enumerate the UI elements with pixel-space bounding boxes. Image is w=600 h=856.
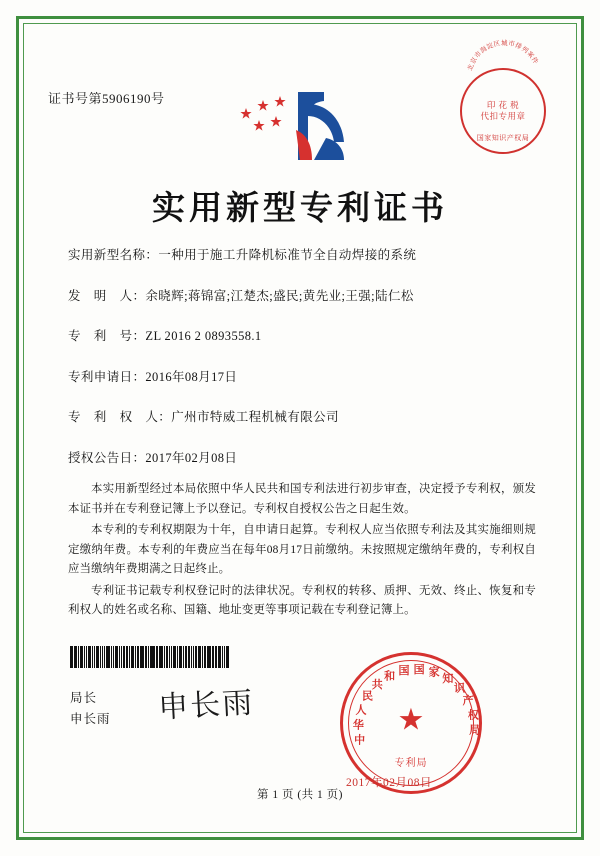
field-row	[68, 326, 540, 344]
page-title: 实用新型专利证书	[152, 188, 448, 227]
signature-name: 申长雨	[70, 712, 111, 726]
field-label: 专利申请日：	[68, 369, 146, 384]
tax-stamp	[460, 40, 546, 154]
field-row	[68, 286, 540, 304]
signature-block	[70, 688, 111, 730]
seal-date: 2017年02月08日	[346, 777, 432, 789]
barcode	[70, 646, 230, 668]
field-label: 实用新型名称：	[68, 248, 159, 262]
field-row	[68, 245, 540, 263]
field-value: 广州市特威工程机械有限公司	[171, 410, 339, 424]
tax-stamp-line2: 代扣专用章	[480, 111, 526, 121]
seal-bottom-text: 专利局	[394, 758, 428, 769]
paragraph: 本实用新型经过本局依照中华人民共和国专利法进行初步审查，决定授予专利权，颁发本证书并在专利登记簿上予以登记。专利权自授权公告之日起生效。	[68, 483, 536, 515]
field-label: 授权公告日：	[68, 450, 146, 465]
certificate-content	[40, 40, 560, 816]
field-label: 专 利 号：	[68, 329, 146, 343]
paragraph: 专利证书记载专利权登记时的法律状况。专利权的转移、质押、无效、终止、恢复和专利权人的姓名或名称、国籍、地址变更等事项记载在专利登记簿上。	[68, 584, 536, 616]
field-value: 2016年08月17日	[145, 369, 238, 384]
field-label: 发 明 人：	[68, 288, 146, 303]
tax-stamp-middle	[462, 100, 544, 122]
patent-office-logo-icon	[240, 86, 360, 172]
handwritten-signature: 申长雨	[157, 685, 256, 726]
field-list	[68, 245, 540, 488]
field-value: 一种用于施工升降机标准节全自动焊接的系统	[158, 248, 417, 262]
official-seal: 中 华 人 民 共 和 国 国 家 知 识 产 权 局 ★ 专利局	[340, 652, 482, 794]
tax-stamp-line1: 印 花 税	[486, 100, 520, 110]
signature-role: 局长	[70, 691, 98, 705]
certificate-number: 证书号第5906190号	[48, 91, 165, 106]
tax-stamp-arc: 北 京 市 海 淀 区 城 市 排 列 案 件	[466, 40, 540, 72]
paragraph: 本专利的专利权期限为十年，自申请日起算。专利权人应当依照专利法及其实施细则规定缴纳年费。本专利的年费应当在每年08月17日前缴纳。未按照规定缴纳年费的，专利权自应当缴纳年费期满之日起终止。	[68, 524, 536, 575]
field-row	[68, 367, 540, 385]
tax-stamp-bottom: 国家知识产权局	[476, 134, 530, 142]
field-value: ZL 2016 2 0893558.1	[145, 329, 262, 343]
legal-text	[68, 480, 536, 623]
field-label: 专 利 权 人：	[68, 410, 172, 424]
field-value: 2017年02月08日	[145, 450, 238, 465]
field-row	[68, 448, 540, 466]
page-footer: 第 1 页 (共 1 页)	[256, 789, 344, 801]
field-value: 余晓辉;蒋锦富;江楚杰;盛民;黄先业;王强;陆仁松	[145, 288, 414, 303]
field-row	[68, 407, 540, 425]
seal-emblem-icon: ★	[397, 703, 425, 737]
